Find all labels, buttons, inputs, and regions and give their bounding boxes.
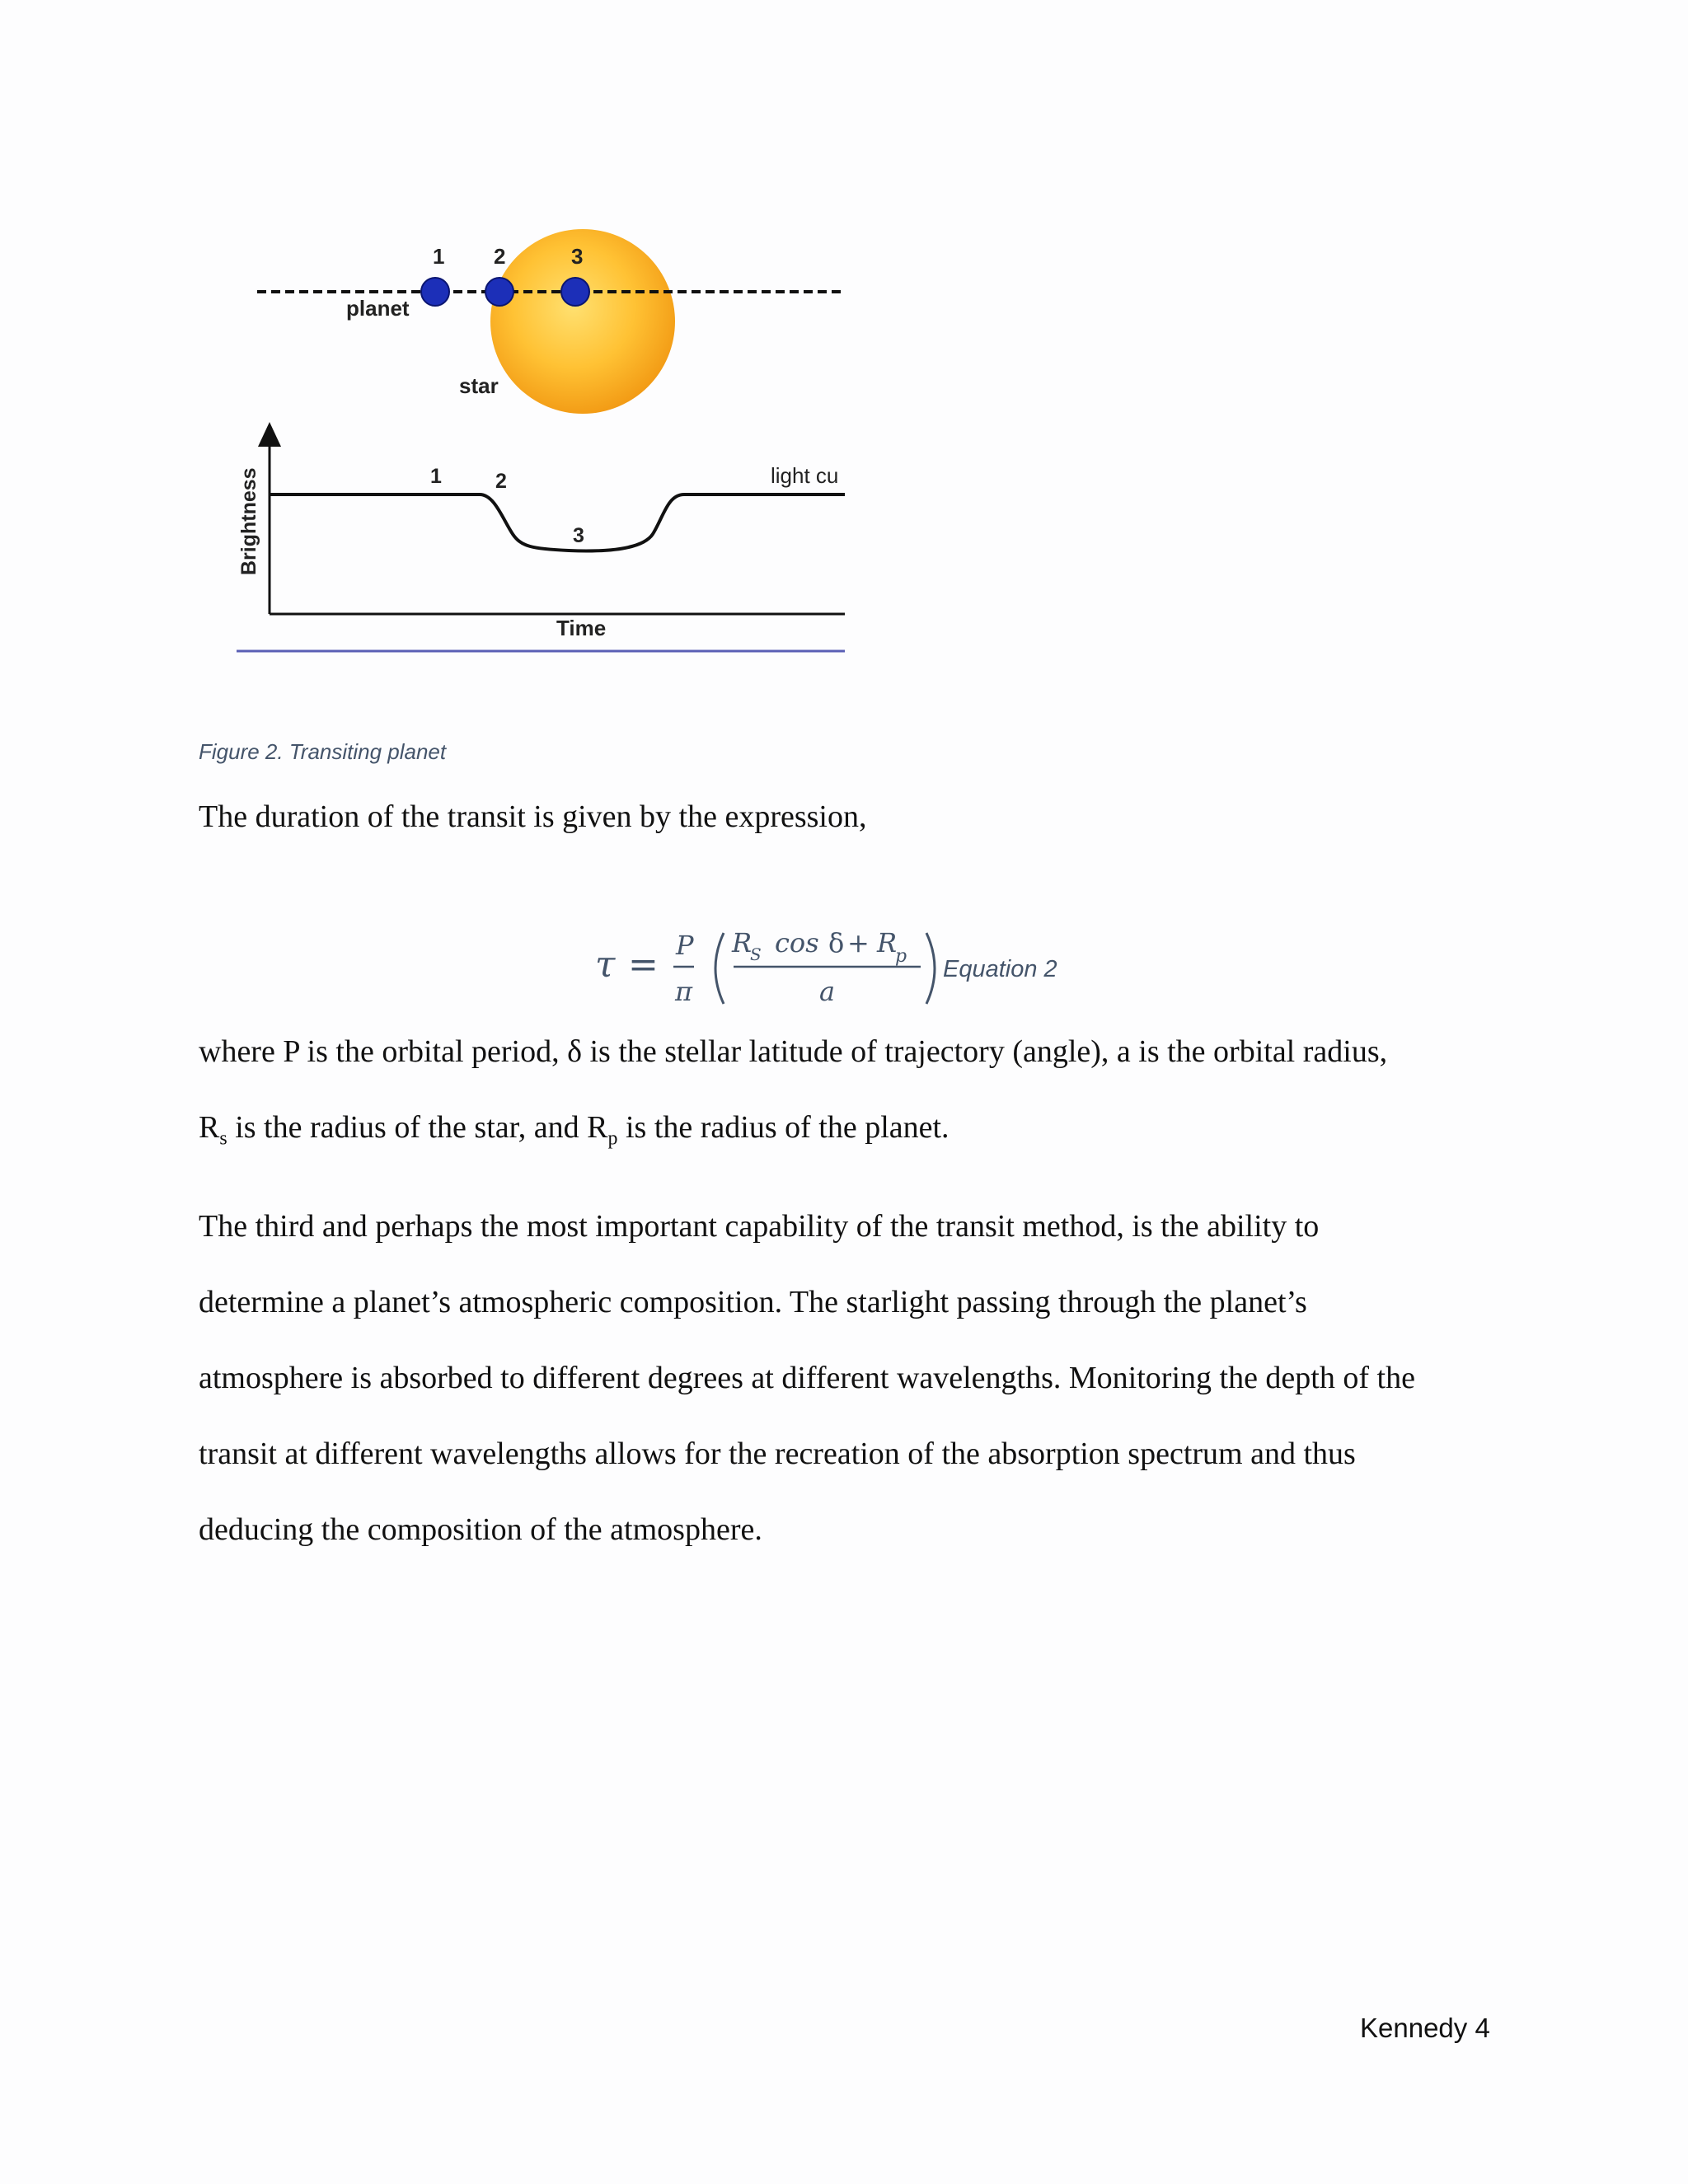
paragraph-line: deducing the composition of the atmosphere.	[199, 1512, 762, 1547]
page-footer: Kennedy 4	[1360, 2013, 1490, 2043]
definitions-line-1: where P is the orbital period, δ is the stellar latitude of trajectory (angle), a is the orbital radius,	[199, 1034, 1388, 1069]
light-curve-label: light cu	[771, 463, 839, 488]
planet-label: planet	[346, 296, 410, 321]
transit-diagram	[223, 223, 865, 659]
equation-label: Equation 2	[943, 956, 1057, 982]
rp-subscript: p	[607, 1127, 618, 1150]
intro-sentence: The duration of the transit is given by the expression,	[199, 799, 867, 834]
equation-delta: δ	[828, 927, 845, 958]
definitions-line-2-end: is the radius of the planet.	[617, 1110, 950, 1145]
equation-right-paren	[926, 933, 935, 1004]
planet-position-2	[485, 278, 513, 306]
definitions-line-2-middle: is the radius of the star, and R	[227, 1110, 608, 1145]
equation-a: a	[819, 976, 836, 1007]
curve-label-1: 1	[430, 465, 442, 488]
equation-tau: τ	[595, 944, 616, 986]
position-label-3: 3	[571, 244, 584, 269]
equation-pi: π	[675, 976, 693, 1007]
figure-caption: Figure 2. Transiting planet	[199, 739, 447, 764]
paragraph-line: transit at different wavelengths allows for the recreation of the absorption spectrum and thus	[199, 1436, 1356, 1471]
transit-duration-equation	[577, 915, 948, 1014]
position-label-1: 1	[433, 244, 445, 269]
variable-definitions	[199, 1014, 1559, 1165]
planet-position-1	[421, 278, 449, 306]
equation-Rp-sub: p	[895, 946, 907, 967]
equation-cos: cos	[775, 927, 819, 958]
paragraph-line: determine a planet’s atmospheric composition. The starlight passing through the planet’s	[199, 1285, 1307, 1319]
body-paragraph	[199, 1188, 1559, 1568]
planet-position-3	[561, 278, 589, 306]
position-label-2: 2	[494, 244, 506, 269]
equation-Rs-sub: S	[750, 944, 762, 964]
equation-equals: =	[628, 944, 659, 986]
star-label: star	[459, 373, 499, 398]
equation-P: P	[676, 930, 694, 961]
equation-Rp: R	[877, 927, 898, 958]
y-axis-label: Brightness	[237, 467, 260, 575]
paragraph-line: The third and perhaps the most important capability of the transit method, is the ability to	[199, 1209, 1320, 1244]
y-axis-arrow	[258, 422, 281, 447]
paragraph-line: atmosphere is absorbed to different degrees at different wavelengths. Monitoring the depth of the	[199, 1361, 1415, 1395]
equation-Rs: R	[732, 927, 753, 958]
rs-subscript: s	[219, 1127, 227, 1150]
rs-symbol: R	[199, 1110, 220, 1145]
equation-left-paren	[715, 933, 724, 1004]
curve-label-2: 2	[495, 470, 507, 493]
equation-plus: +	[847, 927, 870, 958]
definitions-line-2	[199, 1090, 1559, 1165]
x-axis-label: Time	[556, 616, 607, 640]
curve-label-3: 3	[573, 524, 584, 547]
light-curve	[270, 494, 845, 551]
